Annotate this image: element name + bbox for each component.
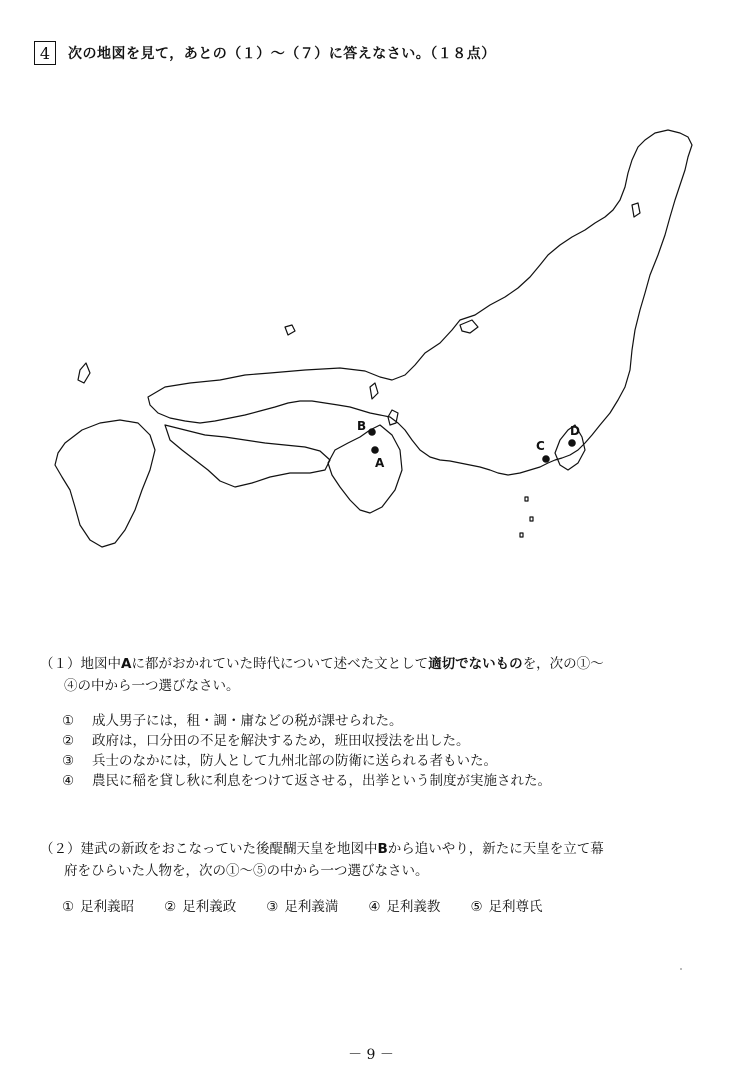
oki-islands	[285, 325, 295, 335]
choice-mark: ③	[62, 753, 75, 769]
question-1	[40, 653, 710, 791]
choice-text: 足利義昭	[80, 899, 135, 915]
question-2-stem	[40, 838, 710, 860]
question-2-marker: B	[377, 841, 388, 857]
choice-item	[164, 896, 236, 918]
choice-mark: ④	[62, 773, 75, 789]
choice-item	[62, 896, 134, 918]
choice-mark: ④	[368, 899, 381, 915]
choice-mark: ②	[62, 733, 75, 749]
izu-islands-3	[520, 533, 523, 537]
map-label-c: C	[536, 439, 545, 453]
question-1-stem-line2: ④の中から一つ選びなさい。	[64, 678, 240, 694]
map-point-c	[542, 455, 550, 463]
choice-text: 足利尊氏	[488, 899, 543, 915]
choice-mark: ①	[62, 713, 75, 729]
question-1-choices	[40, 711, 710, 791]
question-2-text-after: から追いやり，新たに天皇を立て幕	[387, 841, 604, 857]
choice-text: 足利義政	[182, 899, 237, 915]
shikoku-outline	[165, 425, 330, 487]
lake-biwa	[370, 383, 378, 399]
izu-islands-2	[530, 517, 533, 521]
choice-text: 政府は，口分田の不足を解決するため，班田収授法を出した。	[92, 733, 470, 749]
japan-map-outline	[20, 125, 710, 555]
question-1-number: （１）	[40, 656, 81, 672]
question-1-stem	[40, 653, 710, 675]
question-number-box: 4	[34, 41, 56, 65]
map-point-d	[568, 439, 576, 447]
choice-text: 足利義教	[386, 899, 441, 915]
question-2-stem-line2: 府をひらいた人物を，次の①～⑤の中から一つ選びなさい。	[64, 863, 429, 879]
choice-mark: ③	[266, 899, 279, 915]
tsugaru-bay	[632, 203, 640, 217]
choice-text: 農民に稲を貸し秋に利息をつけて返させる，出挙という制度が実施された。	[92, 773, 551, 789]
question-1-emphasis: 適切でないもの	[428, 656, 523, 672]
map-points	[357, 419, 580, 470]
question-header	[34, 41, 496, 65]
choice-item	[62, 771, 710, 791]
choice-text: 足利義満	[284, 899, 339, 915]
map-point-a	[371, 446, 379, 454]
question-1-text-before: 地図中	[80, 656, 121, 672]
question-2-choices	[40, 896, 710, 918]
scan-speck	[680, 968, 682, 970]
choice-item	[62, 751, 710, 771]
choice-item	[62, 711, 710, 731]
question-2-text-before: 建武の新政をおこなっていた後醍醐天皇を地図中	[80, 841, 378, 857]
map-label-b: B	[357, 419, 367, 433]
tsushima	[78, 363, 90, 383]
question-2	[40, 838, 710, 918]
choice-item	[470, 896, 542, 918]
japan-map	[20, 125, 710, 555]
choice-item	[62, 731, 710, 751]
map-label-d: D	[570, 424, 580, 438]
map-point-b	[368, 428, 376, 436]
question-2-number: （２）	[40, 841, 81, 857]
izu-islands	[525, 497, 528, 501]
choice-text: 兵士のなかには，防人として九州北部の防衛に送られる者もいた。	[92, 753, 497, 769]
choice-item	[266, 896, 338, 918]
choice-item	[368, 896, 440, 918]
sado-island	[460, 320, 478, 333]
kyushu-outline	[55, 420, 155, 547]
choice-mark: ②	[164, 899, 177, 915]
page-number: － 9 －	[348, 1047, 394, 1063]
choice-mark: ①	[62, 899, 75, 915]
choice-mark: ⑤	[470, 899, 483, 915]
kii-peninsula	[328, 425, 402, 513]
question-1-text-mid: に都がおかれていた時代について述べた文として	[131, 656, 429, 672]
question-1-text-after: を，次の①～	[522, 656, 604, 672]
map-label-a: A	[375, 456, 385, 470]
choice-text: 成人男子には，租・調・庸などの税が課せられた。	[92, 713, 403, 729]
question-1-marker: A	[121, 656, 132, 672]
question-instruction: 次の地図を見て，あとの（１）～（７）に答えなさい。（１８点）	[68, 46, 496, 62]
honshu-outline	[148, 130, 692, 475]
